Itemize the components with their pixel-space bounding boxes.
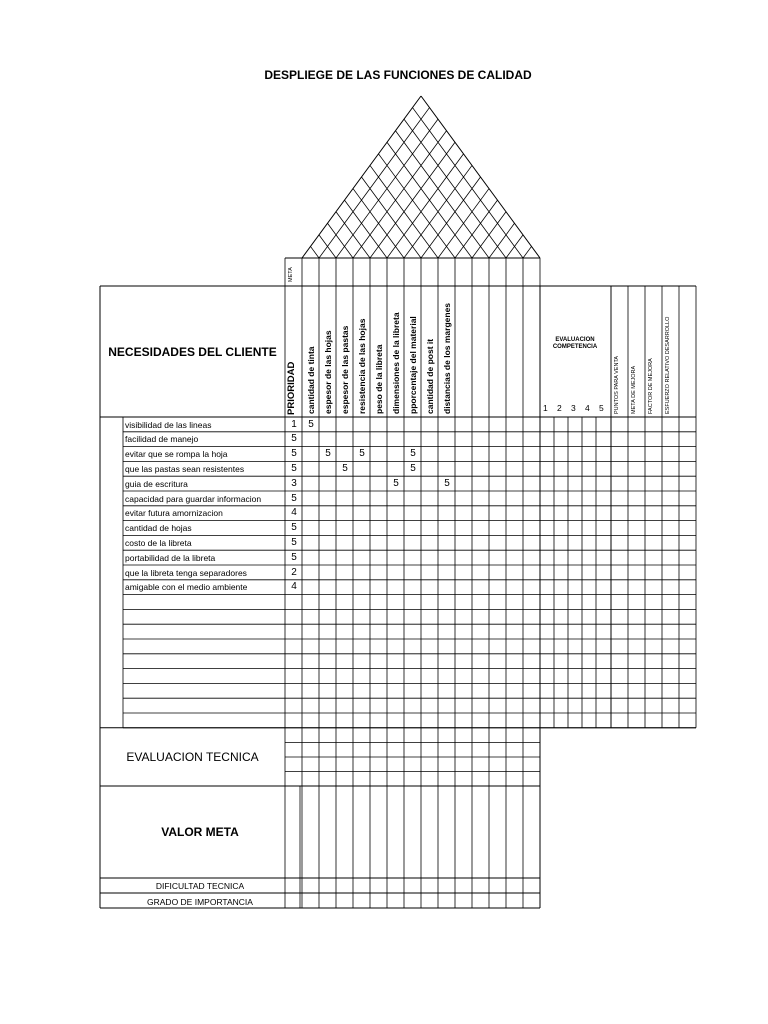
relationship-value: 5 bbox=[410, 462, 416, 474]
priority-value: 5 bbox=[291, 536, 297, 548]
importance-label: GRADO DE IMPORTANCIA bbox=[147, 897, 253, 907]
customer-needs-header: NECESIDADES DEL CLIENTE bbox=[108, 345, 277, 359]
priority-value: 5 bbox=[291, 522, 297, 534]
competition-scale-value: 2 bbox=[557, 403, 562, 413]
grid-line bbox=[319, 108, 430, 258]
right-column-header: FACTOR DE MEJORA bbox=[648, 358, 654, 414]
relationship-value: 5 bbox=[393, 477, 399, 489]
priority-value: 5 bbox=[291, 551, 297, 563]
grid-line bbox=[413, 108, 524, 258]
technical-characteristic-header: cantidad de tinta bbox=[306, 346, 316, 414]
customer-need-label: amigable con el medio ambiente bbox=[125, 582, 248, 593]
technical-difficulty-label: DIFICULTAD TECNICA bbox=[155, 881, 245, 891]
grid-line bbox=[311, 246, 320, 258]
grid-line bbox=[345, 200, 388, 258]
customer-need-label: visibilidad de las lineas bbox=[125, 419, 212, 430]
grid-line bbox=[523, 246, 532, 258]
customer-need-label: portabilidad de la libreta bbox=[125, 552, 216, 563]
relationship-value: 5 bbox=[410, 448, 416, 460]
customer-need-label: cantidad de hojas bbox=[125, 523, 192, 534]
page-title: DESPLIEGE DE LAS FUNCIONES DE CALIDAD bbox=[264, 68, 532, 82]
priority-value: 2 bbox=[291, 566, 297, 578]
grid-line bbox=[387, 154, 464, 258]
technical-characteristic-header: espesor de las pastas bbox=[340, 325, 350, 414]
technical-characteristic-header: cantidad de post it bbox=[425, 338, 435, 414]
priority-value: 5 bbox=[291, 462, 297, 474]
priority-value: 4 bbox=[291, 507, 297, 519]
technical-evaluation-label: EVALUACION TECNICA bbox=[126, 750, 259, 764]
customer-need-label: costo de la libreta bbox=[125, 537, 192, 548]
grid-line bbox=[421, 177, 481, 258]
grid-line bbox=[379, 154, 456, 258]
competition-scale-value: 5 bbox=[599, 403, 604, 413]
right-column-header: PUNTOS PARA VENTA bbox=[614, 355, 620, 414]
meta-label: META bbox=[288, 267, 294, 282]
competition-header-line1: EVALUACION bbox=[555, 337, 595, 343]
priority-header: PRIORIDAD bbox=[286, 361, 297, 415]
technical-characteristic-header: resistencia de las hojas bbox=[357, 318, 367, 414]
competition-header-line2: COMPETENCIA bbox=[552, 344, 598, 350]
customer-need-label: facilidad de manejo bbox=[125, 434, 199, 445]
customer-need-label: que la libreta tenga separadores bbox=[125, 567, 247, 578]
grid-line bbox=[353, 131, 447, 258]
grid-line bbox=[362, 177, 422, 258]
relationship-value: 5 bbox=[444, 477, 450, 489]
right-column-header: ESFUERZO RELATIVO DESARROLLO bbox=[665, 316, 671, 414]
priority-value: 3 bbox=[291, 477, 297, 489]
competition-scale-value: 3 bbox=[571, 403, 576, 413]
customer-need-label: que las pastas sean resistentes bbox=[125, 463, 245, 474]
relationship-value: 5 bbox=[342, 462, 348, 474]
customer-need-label: evitar futura amornizacion bbox=[125, 508, 223, 519]
priority-value: 5 bbox=[291, 448, 297, 460]
correlation-roof bbox=[302, 96, 540, 258]
competition-scale-value: 4 bbox=[585, 403, 590, 413]
target-value-label: VALOR META bbox=[161, 825, 239, 839]
grid-line bbox=[396, 131, 490, 258]
technical-characteristic-header: espesor de las hojas bbox=[323, 330, 333, 414]
technical-characteristic-header: peso de la libreta bbox=[374, 344, 384, 414]
customer-need-label: evitar que se rompa la hoja bbox=[125, 449, 228, 460]
relationship-value: 5 bbox=[308, 418, 314, 430]
customer-need-label: guia de escritura bbox=[125, 478, 188, 489]
relationship-value: 5 bbox=[325, 448, 331, 460]
customer-need-label: capacidad para guardar informacion bbox=[125, 493, 262, 504]
technical-characteristic-header: distancias de los margenes bbox=[442, 302, 452, 414]
technical-characteristic-header: dimensiones de la libreta bbox=[391, 312, 401, 414]
competition-scale-value: 1 bbox=[543, 403, 548, 413]
priority-value: 1 bbox=[291, 418, 297, 430]
technical-characteristic-header: pporcentaje del material bbox=[408, 316, 418, 414]
priority-value: 5 bbox=[291, 492, 297, 504]
right-column-header: META DE MEJORA bbox=[631, 365, 637, 414]
priority-value: 5 bbox=[291, 433, 297, 445]
priority-value: 4 bbox=[291, 581, 297, 593]
relationship-value: 5 bbox=[359, 448, 365, 460]
grid-line bbox=[455, 200, 498, 258]
